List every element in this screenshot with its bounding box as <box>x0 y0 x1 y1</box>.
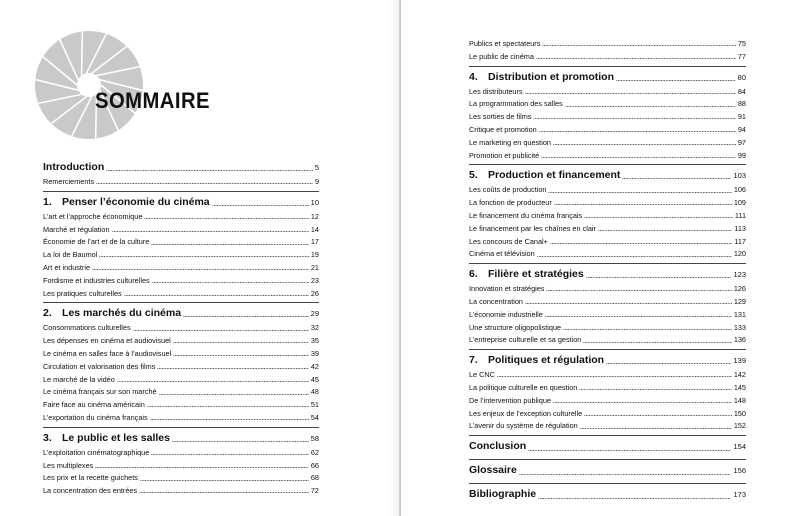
page-number: 17 <box>310 237 319 247</box>
toc-entry-title <box>469 311 543 319</box>
toc-entry <box>43 363 319 371</box>
toc-entry-label: La fonction de producteur <box>469 198 552 208</box>
toc-entry-label: Le financement par les chaînes en clair <box>469 223 596 233</box>
toc-entry-label: Les marchés du cinéma <box>62 307 182 320</box>
toc-entry <box>43 474 319 482</box>
toc-entry-title <box>43 238 149 246</box>
toc-section-heading <box>43 191 319 208</box>
toc-entry-label: Distribution et promotion <box>488 70 614 83</box>
toc-entry-title <box>469 212 582 220</box>
page-number: 5 <box>314 163 319 172</box>
page-number: 145 <box>733 382 746 392</box>
toc-entry-label: Marché et régulation <box>43 224 110 234</box>
toc-entry <box>469 410 746 418</box>
toc-entry <box>469 225 746 233</box>
dot-leader <box>598 230 732 231</box>
toc-entry-title <box>43 363 155 371</box>
toc-entry-title <box>469 113 531 121</box>
dot-leader <box>539 131 736 132</box>
dot-leader <box>606 363 731 364</box>
page-number: 88 <box>737 99 746 109</box>
toc-entry <box>469 212 746 220</box>
toc-entry-label: Filière et stratégies <box>488 268 584 281</box>
dot-leader <box>586 277 732 278</box>
toc-entry <box>469 324 746 332</box>
toc-entry-title <box>469 397 551 405</box>
toc-section-heading <box>43 302 319 319</box>
toc-entry <box>43 324 319 332</box>
toc-entry-title <box>43 350 171 358</box>
toc-entry <box>469 285 746 293</box>
dot-leader <box>183 316 309 317</box>
page-number: 142 <box>733 370 746 380</box>
page-number: 126 <box>733 284 746 294</box>
dot-leader <box>133 330 309 331</box>
toc-entry-label: Art et industrie <box>43 262 91 272</box>
toc-entry-title <box>469 88 523 96</box>
chapter-number: 6. <box>469 268 478 281</box>
dot-leader <box>548 192 731 193</box>
toc-entry-label: Les coûts de production <box>469 185 547 195</box>
toc-entry-label: Bibliographie <box>469 488 537 501</box>
toc-entry-title <box>469 465 517 476</box>
page-number: 66 <box>310 460 319 470</box>
page-number: 10 <box>310 197 319 207</box>
toc-entry <box>43 376 319 384</box>
toc-entry-label: La politique culturelle en question <box>469 382 578 392</box>
page-number: 131 <box>733 309 746 319</box>
toc-entry-label: Introduction <box>43 161 105 173</box>
page-number: 62 <box>310 447 319 457</box>
toc-entry-title <box>43 433 170 444</box>
dot-leader <box>536 58 736 59</box>
page-number: 51 <box>310 400 319 410</box>
right-page <box>401 0 800 516</box>
toc-entry-label: L’exploitation cinématographique <box>43 447 150 457</box>
toc-entry-label: Le financement du cinéma français <box>469 210 583 220</box>
page-number: 35 <box>310 336 319 346</box>
page-number: 103 <box>733 171 746 181</box>
dot-leader <box>117 381 309 382</box>
page-number: 173 <box>733 490 746 500</box>
page-number: 156 <box>733 466 746 476</box>
toc-entry-title <box>43 376 115 384</box>
toc-section-heading <box>469 483 746 500</box>
toc-entry <box>43 213 319 221</box>
toc-section-heading <box>469 435 746 452</box>
toc-entry-title <box>43 308 181 319</box>
page-number: 75 <box>737 39 746 48</box>
toc-entry-title <box>469 489 536 500</box>
toc-entry <box>469 126 746 134</box>
toc-entry <box>469 336 746 344</box>
toc-entry-title <box>469 199 552 207</box>
dot-leader <box>157 368 309 369</box>
page-number: 23 <box>310 275 319 285</box>
toc-entry-title <box>43 162 104 173</box>
table-of-contents-right <box>469 40 746 507</box>
page-title: SOMMAIRE <box>95 88 210 113</box>
dot-leader <box>151 244 309 245</box>
toc-entry <box>43 337 319 345</box>
toc-entry-label: La concentration des entrées <box>43 486 138 496</box>
dot-leader <box>616 80 736 81</box>
toc-entry <box>43 449 319 457</box>
toc-section-heading <box>469 349 746 366</box>
dot-leader <box>159 394 309 395</box>
toc-section-heading <box>469 459 746 476</box>
page-number: 120 <box>733 249 746 259</box>
chapter-number: 5. <box>469 169 478 182</box>
gutter-shadow <box>386 0 399 516</box>
toc-section <box>43 162 319 186</box>
dot-leader <box>151 454 309 455</box>
toc-section-heading <box>43 162 319 173</box>
toc-entry-title <box>469 186 546 194</box>
dot-leader <box>584 217 733 218</box>
toc-entry <box>469 298 746 306</box>
toc-entry-label: Remerciements <box>43 177 95 186</box>
toc-entry-label: Le marketing en question <box>469 137 551 147</box>
toc-section <box>43 427 319 495</box>
toc-entry-title <box>43 251 97 259</box>
toc-entry-label: Politiques et régulation <box>488 354 605 367</box>
toc-entry-label: Innovation et stratégies <box>469 284 545 294</box>
page-number: 68 <box>310 473 319 483</box>
page-number: 42 <box>310 361 319 371</box>
page-number: 150 <box>733 408 746 418</box>
toc-entry-label: Promotion et publicité <box>469 150 540 160</box>
toc-entry <box>469 199 746 207</box>
dot-leader <box>173 342 309 343</box>
toc-entry <box>43 350 319 358</box>
table-of-contents-left <box>43 162 319 500</box>
toc-entry-title <box>469 285 544 293</box>
page-number: 99 <box>737 150 746 160</box>
toc-entry-title <box>43 388 157 396</box>
dot-leader <box>553 402 732 403</box>
toc-entry-title <box>43 264 90 272</box>
page-number: 54 <box>310 412 319 422</box>
toc-entry-label: L’économie industrielle <box>469 309 543 319</box>
page-number: 26 <box>310 288 319 298</box>
toc-entry-label: La concentration <box>469 296 523 306</box>
page-number: 80 <box>737 72 746 82</box>
toc-entry-label: Cinéma et télévision <box>469 249 535 259</box>
toc-entry <box>469 384 746 392</box>
dot-leader <box>150 419 309 420</box>
toc-entry-title <box>43 337 171 345</box>
dot-leader <box>538 498 731 499</box>
dot-leader <box>622 178 731 179</box>
dot-leader <box>96 183 313 184</box>
toc-entry <box>43 414 319 422</box>
toc-entry <box>469 40 746 48</box>
toc-entry-title <box>469 441 526 452</box>
dot-leader <box>553 144 736 145</box>
toc-entry-title <box>43 474 138 482</box>
toc-entry-title <box>469 238 548 246</box>
toc-entry-title <box>43 487 137 495</box>
toc-entry <box>469 186 746 194</box>
page-number: 84 <box>737 86 746 96</box>
toc-entry-label: Le public de cinéma <box>469 51 534 61</box>
page-number: 111 <box>734 210 746 220</box>
toc-entry-title <box>469 72 614 83</box>
toc-entry <box>43 277 319 285</box>
toc-entry-label: Une structure oligopolistique <box>469 322 562 332</box>
page-number: 148 <box>733 395 746 405</box>
page-number: 72 <box>310 486 319 496</box>
toc-entry-label: La loi de Baumol <box>43 250 98 260</box>
toc-entry-label: L’avenir du système de régulation <box>469 421 578 431</box>
toc-entry-title <box>43 178 94 186</box>
dot-leader <box>563 329 732 330</box>
dot-leader <box>565 106 736 107</box>
toc-entry-title <box>469 100 563 108</box>
toc-entry-title <box>469 139 551 147</box>
toc-section-heading <box>43 427 319 444</box>
toc-entry <box>469 371 746 379</box>
toc-entry-title <box>469 422 578 430</box>
dot-leader <box>584 415 732 416</box>
toc-entry-label: L’art et l’approche économique <box>43 211 143 221</box>
toc-entry-label: L’exportation du cinéma français <box>43 412 148 422</box>
toc-entry <box>469 311 746 319</box>
toc-entry-title <box>469 324 561 332</box>
toc-entry-label: Glossaire <box>469 464 517 477</box>
dot-leader <box>525 303 732 304</box>
dot-leader <box>172 441 309 442</box>
toc-entry <box>469 397 746 405</box>
dot-leader <box>140 480 309 481</box>
toc-end-sections <box>469 435 746 500</box>
toc-entry <box>469 113 746 121</box>
dot-leader <box>545 316 732 317</box>
page-number: 45 <box>310 374 319 384</box>
toc-entry-title <box>469 384 577 392</box>
toc-entry <box>469 100 746 108</box>
toc-entry-title <box>469 336 581 344</box>
toc-entry-label: Penser l’économie du cinéma <box>62 195 210 208</box>
chapter-number: 1. <box>43 195 52 208</box>
toc-entry-label: Les pratiques culturelles <box>43 288 122 298</box>
toc-entry-label: Les concours de Canal+ <box>469 236 548 246</box>
toc-entry-title <box>43 197 210 208</box>
toc-entry-label: Les prix et la recette guichets <box>43 473 138 483</box>
toc-entry-label: De l’intervention publique <box>469 395 551 405</box>
dot-leader <box>147 406 309 407</box>
dot-leader <box>550 243 732 244</box>
dot-leader <box>173 355 309 356</box>
toc-entry-label: La programmation des salles <box>469 99 563 109</box>
toc-entry-title <box>469 40 540 48</box>
dot-leader <box>554 204 732 205</box>
page-number: 9 <box>314 177 319 186</box>
dot-leader <box>537 256 732 257</box>
toc-entry-label: Les multiplexes <box>43 460 94 470</box>
toc-entry <box>43 462 319 470</box>
toc-section-heading <box>469 164 746 181</box>
dot-leader <box>212 205 309 206</box>
toc-entry-title <box>43 290 122 298</box>
toc-entry-label: Le public et les salles <box>62 431 170 444</box>
toc-entry-label: Le cinéma en salles face à l’audiovisuel <box>43 348 172 358</box>
toc-entry-label: Les dépenses en cinéma et audiovisuel <box>43 336 171 346</box>
toc-entry-title <box>43 449 149 457</box>
page-number: 117 <box>734 236 746 246</box>
toc-entry-title <box>469 371 495 379</box>
page-number: 14 <box>310 224 319 234</box>
dot-leader <box>152 282 309 283</box>
dot-leader <box>583 342 731 343</box>
dot-leader <box>497 376 732 377</box>
toc-entry-title <box>469 53 534 61</box>
page-number: 154 <box>733 442 746 452</box>
toc-entry-label: Consommations culturelles <box>43 323 131 333</box>
toc-entry-title <box>469 152 539 160</box>
aperture-logo <box>34 30 144 140</box>
toc-entry <box>469 53 746 61</box>
toc-entry-title <box>469 269 584 280</box>
page-number: 106 <box>733 185 746 195</box>
toc-entry-title <box>43 324 131 332</box>
toc-entry <box>469 422 746 430</box>
dot-leader <box>144 218 308 219</box>
dot-leader <box>112 231 309 232</box>
page-number: 109 <box>733 198 746 208</box>
toc-entry <box>43 388 319 396</box>
toc-entry-label: Les distributeurs <box>469 86 523 96</box>
toc-section-heading <box>469 263 746 280</box>
toc-entry <box>469 152 746 160</box>
toc-entry-label: Les enjeux de l’exception culturelle <box>469 408 583 418</box>
dot-leader <box>525 93 736 94</box>
toc-entry-title <box>469 355 604 366</box>
toc-entry-title <box>43 213 142 221</box>
page-number: 94 <box>737 124 746 134</box>
toc-entry-title <box>43 401 145 409</box>
toc-entry-label: Conclusion <box>469 440 527 453</box>
toc-entry-label: L’entreprise culturelle et sa gestion <box>469 335 582 345</box>
toc-section <box>469 263 746 344</box>
toc-entry-title <box>469 170 620 181</box>
dot-leader <box>533 118 735 119</box>
dot-leader <box>124 295 309 296</box>
toc-entry-label: Publics et spectateurs <box>469 39 541 48</box>
page-number: 139 <box>733 356 746 366</box>
page-number: 32 <box>310 323 319 333</box>
toc-entry-label: Les sorties de films <box>469 112 532 122</box>
page-number: 58 <box>310 433 319 443</box>
page-number: 91 <box>737 112 746 122</box>
dot-leader <box>528 450 731 451</box>
page-number: 29 <box>310 309 319 319</box>
toc-entry-title <box>469 225 596 233</box>
page-number: 21 <box>310 262 319 272</box>
toc-entry-label: Économie de l’art et de la culture <box>43 237 150 247</box>
page-number: 12 <box>310 211 319 221</box>
page-number: 39 <box>310 348 319 358</box>
toc-entry <box>43 290 319 298</box>
page-number: 113 <box>734 223 746 233</box>
toc-entry-label: Le marché de la vidéo <box>43 374 115 384</box>
toc-entry-title <box>43 414 148 422</box>
toc-section <box>43 191 319 298</box>
dot-leader <box>546 290 731 291</box>
toc-section <box>469 40 746 61</box>
dot-leader <box>519 474 732 475</box>
toc-entry-title <box>469 126 537 134</box>
toc-entry-label: Fordisme et industries culturelles <box>43 275 150 285</box>
toc-section <box>469 164 746 258</box>
chapter-number: 3. <box>43 431 52 444</box>
chapter-number: 4. <box>469 70 478 83</box>
toc-entry-title <box>469 250 535 258</box>
page-number: 123 <box>733 270 746 280</box>
page-number: 129 <box>733 296 746 306</box>
toc-entry-label: Le cinéma français sur son marché <box>43 387 157 397</box>
dot-leader <box>542 45 735 46</box>
chapter-number: 2. <box>43 307 52 320</box>
toc-entry <box>43 264 319 272</box>
page-number: 136 <box>733 335 746 345</box>
toc-section <box>469 66 746 160</box>
toc-entry-label: Circulation et valorisation des films <box>43 361 156 371</box>
dot-leader <box>541 157 736 158</box>
dot-leader <box>106 170 313 171</box>
toc-entry <box>43 487 319 495</box>
toc-section <box>469 349 746 430</box>
toc-entry <box>469 238 746 246</box>
page-number: 133 <box>733 322 746 332</box>
toc-entry <box>43 226 319 234</box>
page-number: 152 <box>733 421 746 431</box>
toc-entry <box>469 139 746 147</box>
toc-entry-title <box>469 410 582 418</box>
toc-entry-title <box>43 226 110 234</box>
dot-leader <box>139 492 309 493</box>
toc-entry <box>469 88 746 96</box>
toc-entry <box>43 238 319 246</box>
page-number: 48 <box>310 387 319 397</box>
dot-leader <box>99 256 309 257</box>
toc-entry <box>469 250 746 258</box>
page-number: 77 <box>737 51 746 61</box>
toc-section-heading <box>469 66 746 83</box>
toc-entry <box>43 178 319 186</box>
toc-entry-title <box>43 277 150 285</box>
page-number: 97 <box>737 137 746 147</box>
toc-entry-label: Critique et promotion <box>469 124 537 134</box>
toc-entry-title <box>43 462 93 470</box>
page-number: 19 <box>310 250 319 260</box>
dot-leader <box>95 467 309 468</box>
toc-entry <box>43 251 319 259</box>
dot-leader <box>580 428 732 429</box>
toc-entry-label: Le CNC <box>469 370 495 380</box>
chapter-number: 7. <box>469 354 478 367</box>
dot-leader <box>579 389 731 390</box>
toc-entry-title <box>469 298 523 306</box>
toc-section <box>43 302 319 421</box>
toc-entry-label: Faire face au cinéma américain <box>43 400 145 410</box>
toc-entry <box>43 401 319 409</box>
dot-leader <box>92 269 309 270</box>
toc-entry-label: Production et financement <box>488 169 621 182</box>
